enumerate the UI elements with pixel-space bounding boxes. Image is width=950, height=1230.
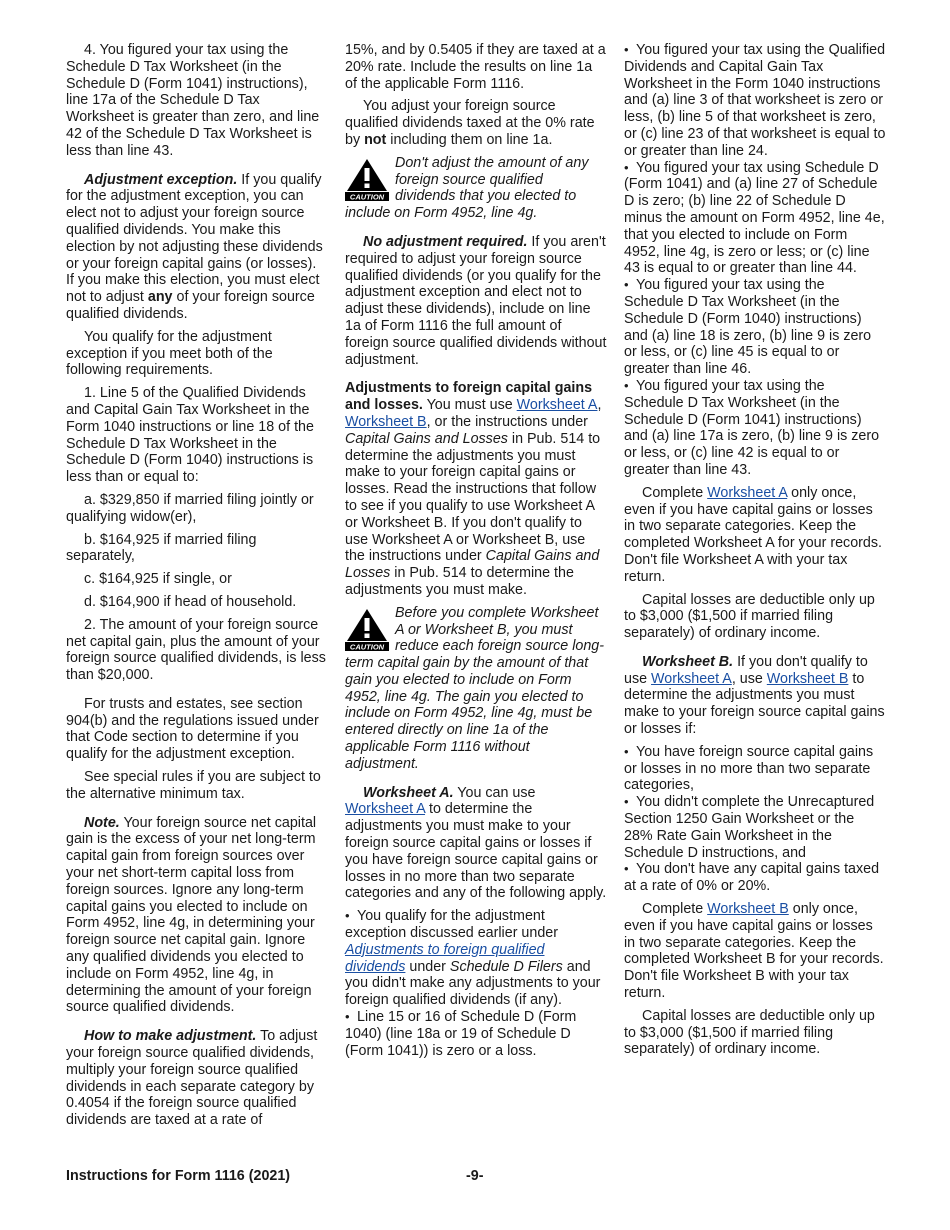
paragraph: Worksheet B. If you don't qualify to use Worksheet A, use Worksheet B to determine the adjustments you must make to your foreign source capital gains or losses if: bbox=[624, 653, 885, 738]
caution-text: Don't adjust the amount of any foreign source qualified dividends that you elected to include on Form 4952, line 4g. bbox=[345, 154, 589, 222]
run-in-heading: Note. bbox=[84, 814, 120, 831]
adjustments-dividends-link[interactable]: Adjustments to foreign qualified dividends bbox=[345, 941, 545, 975]
bullet-item: • Line 15 or 16 of Schedule D (Form 1040) (line 18a or 19 of Schedule D (Form 1041)) is zero or a loss. bbox=[345, 1009, 607, 1059]
bullet-item: • You don't have any capital gains taxed at a rate of 0% or 20%. bbox=[624, 861, 886, 895]
paragraph: Complete Worksheet B only once, even if you have capital gains or losses in two separate categories. Keep the completed Worksheet B for your records. Don't file Worksheet B with your tax return. bbox=[624, 901, 884, 1002]
paragraph: 4. You figured your tax using the Schedule D Tax Worksheet (in the Schedule D (Form 1041) instructions), line 17a of the Schedule D Tax Worksheet is greater than zero, and line 42 of the Schedule D Tax Worksheet is less than line 43. bbox=[66, 42, 320, 159]
paragraph: Capital losses are deductible only up to $3,000 ($1,500 if married filing separately) of ordinary income. bbox=[624, 1007, 875, 1058]
worksheet-b-link[interactable]: Worksheet B bbox=[345, 413, 427, 430]
run-in-heading: No adjustment required. bbox=[363, 233, 528, 250]
caution-label: CAUTION bbox=[349, 192, 385, 201]
list-item: c. $164,925 if single, or bbox=[84, 571, 232, 588]
column-3 bbox=[624, 42, 886, 1064]
paragraph: 1. Line 5 of the Qualified Dividends and Capital Gain Tax Worksheet in the Form 1040 instructions or line 18 of the Schedule D Tax Worksheet in the Schedule D (Form 1040) instructions is less than or equal to: bbox=[66, 385, 314, 486]
bullet-item: • You have foreign source capital gains or losses in no more than two separate categories, bbox=[624, 744, 886, 794]
paragraph: For trusts and estates, see section 904(b) and the regulations issued under that Code section to determine if you qualify for the adjustment exception. bbox=[66, 695, 319, 763]
run-in-heading: Worksheet A. bbox=[363, 784, 454, 801]
worksheet-a-link[interactable]: Worksheet A bbox=[516, 397, 598, 414]
bullet-item: • You figured your tax using the Schedule D Tax Worksheet (in the Schedule D (Form 1041) instructions) and (a) line 17a is zero, (b) line 9 is zero or less, or (c) line 42 is equal to or greater than line 43. bbox=[624, 378, 886, 479]
paragraph: You qualify for the adjustment exception if you meet both of the following requirements. bbox=[66, 328, 273, 379]
paragraph: Worksheet A. You can use Worksheet A to determine the adjustments you must make to your foreign source capital gains or losses if you have foreign source capital gains or losses in no more than two separate categories and any of the following apply. bbox=[345, 784, 607, 902]
caution-icon bbox=[345, 157, 389, 201]
paragraph: 15%, and by 0.5405 if they are taxed at a 20% rate. Include the results on line 1a of the applicable Form 1116. bbox=[345, 42, 606, 92]
run-in-heading: How to make adjustment. bbox=[84, 1028, 257, 1045]
paragraph: See special rules if you are subject to the alternative minimum tax. bbox=[66, 769, 321, 802]
footer-form-title: Instructions for Form 1116 (2021) bbox=[66, 1168, 291, 1184]
paragraph: How to make adjustment. To adjust your foreign source qualified dividends, multiply your foreign source qualified dividends in each separate category by 0.4054 if the foreign source qualified dividends are taxed at a rate of bbox=[66, 1028, 318, 1129]
paragraph: 2. The amount of your foreign source net capital gain, plus the amount of your foreign source qualified dividends, is less than $20,000. bbox=[66, 616, 326, 684]
run-in-heading: Worksheet B. bbox=[642, 653, 734, 670]
paragraph: Complete Worksheet A only once, even if you have capital gains or losses in two separate categories. Keep the completed Worksheet A for your records. Don't file Worksheet A with your tax return. bbox=[624, 484, 882, 585]
page-number: -9- bbox=[466, 1168, 484, 1184]
paragraph: Note. Your foreign source net capital gain is the excess of your net long-term capital gain from foreign sources over your net short-term capital loss from foreign sources. Ignore any long-term capital gains you elected to include on Form 4952, line 4g, in determining your foreign source net capital gain. Ignore any qualified dividends you elected to include on Form 4952, line 4g, in determining the amount of your foreign source qualified dividends. bbox=[66, 814, 317, 1016]
worksheet-b-link[interactable]: Worksheet B bbox=[766, 670, 849, 687]
run-in-heading: Adjustment exception. bbox=[84, 171, 238, 188]
caution-text: Before you complete Worksheet A or Worksheet B, you must reduce each foreign source long-term capital gain by the amount of that gain you elected to include on Form 4952, line 4g. The gain you elected to include on Form 4952, line 4g, must be entered directly on line 1a of the applicable Form 1116 without adjustment. bbox=[345, 604, 605, 772]
caution-label: CAUTION bbox=[349, 642, 385, 651]
list-item: d. $164,900 if head of household. bbox=[84, 593, 297, 610]
run-in-heading: Adjustments to foreign capital gains and losses. bbox=[345, 380, 593, 414]
bullet-item: • You figured your tax using the Schedule D Tax Worksheet (in the Schedule D (Form 1040) instructions) and (a) line 18 is zero, (b) line 9 is zero or less, or (c) line 45 is equal to or greater than line 46. bbox=[624, 277, 886, 378]
paragraph: No adjustment required. If you aren't required to adjust your foreign source qualified dividends (or you qualify for the adjustment exception and elect not to adjust these dividends), include on line 1a of Form 1116 the full amount of foreign source qualified dividends without adjustment. bbox=[345, 233, 607, 368]
worksheet-a-link[interactable]: Worksheet A bbox=[345, 801, 426, 818]
worksheet-a-link[interactable]: Worksheet A bbox=[651, 670, 732, 687]
column-2 bbox=[345, 42, 607, 1059]
bullet-item: • You qualify for the adjustment exception discussed earlier under Adjustments to foreign qualified dividends under Schedule D Filers and you didn't make any adjustments to your foreign qualified dividends (if any). bbox=[345, 908, 607, 1009]
paragraph: You adjust your foreign source qualified dividends taxed at the 0% rate by not including them on line 1a. bbox=[345, 98, 595, 148]
caution-icon bbox=[345, 607, 389, 651]
list-item: b. $164,925 if married filing separately, bbox=[66, 531, 257, 565]
worksheet-b-link[interactable]: Worksheet B bbox=[707, 901, 789, 918]
bullet-item: • You figured your tax using the Qualified Dividends and Capital Gain Tax Worksheet in the Form 1040 instructions and (a) line 3 of that worksheet is zero or less, (b) line 5 of that worksheet is zero, or (c) line 23 of that worksheet is equal to or greater than line 24. bbox=[624, 42, 886, 160]
bullet-item: • You figured your tax using Schedule D (Form 1041) and (a) line 27 of Schedule D is zero; (b) line 22 of Schedule D minus the amount on Form 4952, line 4e, that you elected to include on Form 4952, line 4g, is zero or less; or (c) line 43 is equal to or greater than line 44. bbox=[624, 160, 886, 278]
list-item: a. $329,850 if married filing jointly or qualifying widow(er), bbox=[66, 491, 314, 525]
paragraph: Adjustments to foreign capital gains and losses. You must use Worksheet A, Worksheet B, or the instructions under Capital Gains and Losses in Pub. 514 to determine the adjustments you must make to your foreign capital gains or losses. Read the instructions that follow to see if you qualify to use Worksheet A or Worksheet B. If you don't qualify to use Worksheet A or Worksheet B, use the instructions under Capital Gains and Losses in Pub. 514 to determine the adjustments you must make. bbox=[345, 380, 602, 598]
bullet-item: • You didn't complete the Unrecaptured Section 1250 Gain Worksheet or the 28% Rate Gain Worksheet in the Schedule D instructions, and bbox=[624, 794, 886, 861]
paragraph: Capital losses are deductible only up to $3,000 ($1,500 if married filing separately) of ordinary income. bbox=[624, 591, 875, 642]
caution-note bbox=[345, 605, 607, 773]
paragraph: Adjustment exception. If you qualify for the adjustment exception, you can elect not to adjust your foreign source qualified dividends. You make this election by not adjusting these dividends or your foreign capital gains (or losses). If you make this election, you must elect not to adjust any of your foreign source qualified dividends. bbox=[66, 171, 323, 322]
caution-note bbox=[345, 155, 607, 222]
column-1 bbox=[66, 42, 328, 1135]
worksheet-a-link[interactable]: Worksheet A bbox=[707, 484, 788, 501]
